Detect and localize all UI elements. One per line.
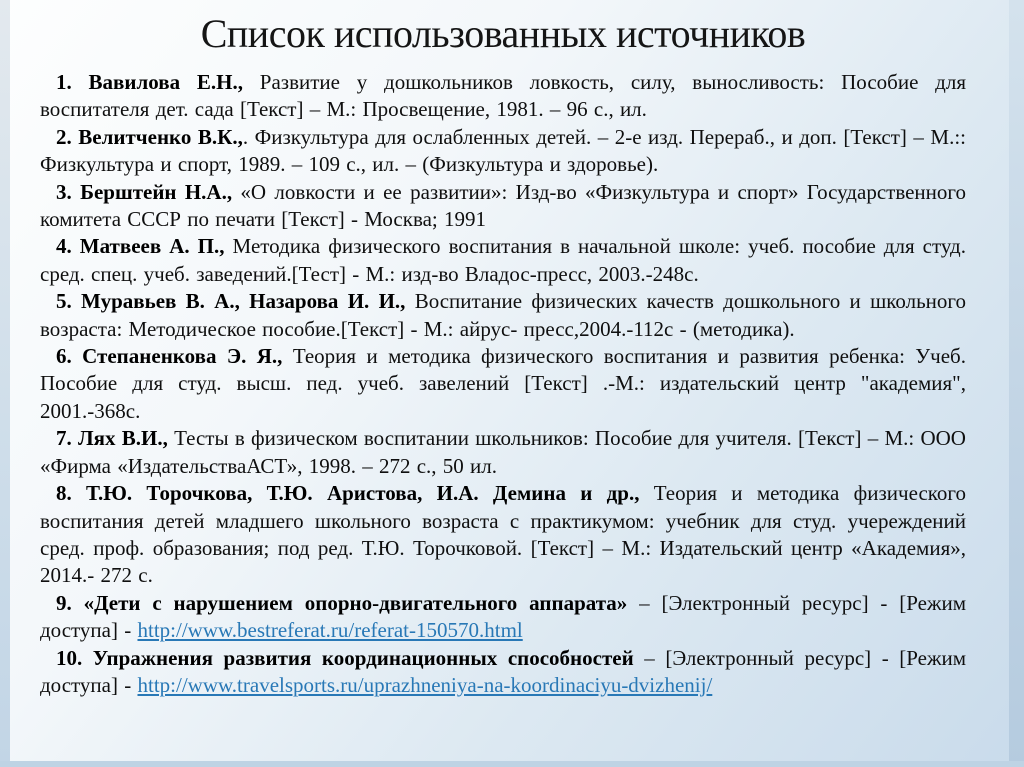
- reference-item-5: [40, 288, 966, 343]
- reference-item-3: [40, 179, 966, 234]
- reference-text: Воспитание физических качеств дошкольного и школьного возраста: Методическое пособие.[Текст] - М.: айрус- пресс,2004.-112с - (методика).: [40, 289, 966, 341]
- reference-item-4: [40, 233, 966, 288]
- reference-item-7: [40, 425, 966, 480]
- reference-text: «О ловкости и ее развитии»: Изд-во «Физкультура и спорт» Государственного комитета СССР по печати [Текст] - Москва; 1991: [40, 179, 966, 232]
- reference-authors: 4. Матвеев А. П.,: [56, 234, 225, 259]
- slide-border-bottom: [0, 761, 1024, 767]
- reference-text: Методика физического воспитания в начальной школе: учеб. пособие для студ. сред. спец. учеб. заведений.[Тест] - М.: изд-во Владос-пресс, 2003.-248с.: [40, 234, 966, 286]
- reference-text: Тесты в физическом воспитании школьников: Пособие для учителя. [Текст] – М.: ООО «Фирма «ИздательстваАСТ», 1998. – 272 с., 50 ил.: [40, 426, 966, 478]
- reference-link-travelsports[interactable]: http://www.travelsports.ru/uprazhneniya-na-koordinaciyu-dvizhenij/: [137, 672, 713, 697]
- reference-title-bold: 10. Упражнения развития координационных способностей: [56, 645, 634, 670]
- reference-text: – [Электронный ресурс] - [Режим доступа] -: [40, 645, 966, 697]
- slide-content: [40, 8, 966, 699]
- reference-item-10: [40, 645, 966, 700]
- reference-authors: 2. Велитченко В.К.,: [56, 124, 243, 149]
- reference-text: Развитие у дошкольников ловкость, силу, выносливость: Пособие для воспитателя дет. сада [Текст] – М.: Просвещение, 1981. – 96 с., ил.: [40, 70, 967, 122]
- reference-item-8: [40, 480, 966, 590]
- slide-border-left: [0, 0, 10, 767]
- reference-authors: 3. Берштейн Н.А.,: [56, 179, 233, 204]
- reference-link-bestreferat[interactable]: http://www.bestreferat.ru/referat-150570.html: [137, 618, 523, 643]
- reference-text: Теория и методика физического воспитания детей младшего школьного возраста с практикумом: учебник для студ. учереждений сред. проф. образования; под ред. Т.Ю. Торочковой. [Текст] – М.: Издательский центр «Академия», 2014.- 272 с.: [40, 481, 966, 588]
- reference-authors: 7. Лях В.И.,: [56, 426, 168, 451]
- reference-text: Теория и методика физического воспитания и развития ребенка: Учеб. Пособие для студ. высш. пед. учеб. завелений [Текст] .-М.: издательский центр "академия", 2001.-368с.: [40, 344, 966, 423]
- reference-authors: 6. Степаненкова Э. Я.,: [56, 344, 283, 369]
- reference-authors: 8. Т.Ю. Торочкова, Т.Ю. Аристова, И.А. Демина и др.,: [56, 481, 640, 506]
- slide-border-right: [1009, 0, 1024, 767]
- reference-authors: 5. Муравьев В. А., Назарова И. И.,: [56, 289, 406, 314]
- reference-item-9: [40, 590, 966, 645]
- reference-text: . Физкультура для ослабленных детей. – 2-е изд. Перераб., и доп. [Текст] – М.:: Физкультура и спорт, 1989. – 109 с., ил. – (Физкультура и здоровье).: [40, 124, 966, 177]
- reference-title-bold: 9. «Дети с нарушением опорно-двигательного аппарата»: [56, 590, 628, 615]
- reference-item-1: [40, 69, 966, 124]
- reference-item-2: [40, 124, 966, 179]
- reference-authors: 1. Вавилова Е.Н.,: [56, 70, 243, 94]
- reference-item-6: [40, 343, 966, 425]
- reference-text: – [Электронный ресурс] - [Режим доступа] -: [40, 590, 966, 643]
- slide-title: Список использованных источников: [200, 11, 806, 56]
